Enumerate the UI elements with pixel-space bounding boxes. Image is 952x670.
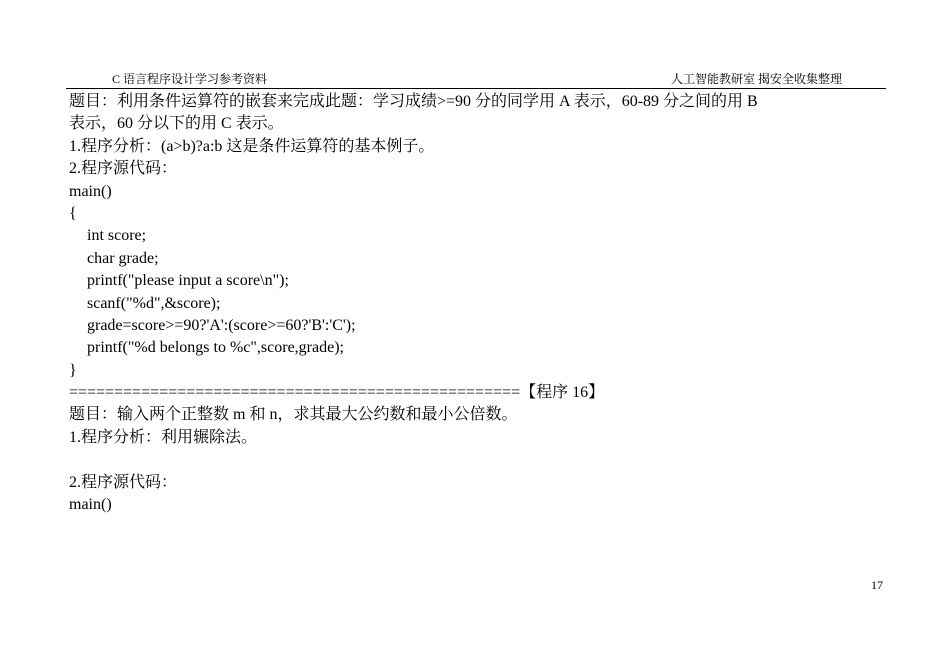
code-line: main() (69, 496, 112, 514)
problem-statement-line-2: 表示，60 分以下的用 C 表示。 (69, 115, 284, 133)
page-header (66, 70, 886, 89)
code-line: char grade; (87, 249, 159, 267)
page-number: 17 (871, 578, 883, 592)
source-code-heading: 2.程序源代码： (69, 473, 178, 491)
code-line: int score; (87, 227, 147, 245)
code-line: { (69, 204, 77, 222)
blank-line (69, 449, 891, 471)
code-line: printf("please input a score\n"); (87, 272, 289, 290)
problem-statement-line-1: 题目：利用条件运算符的嵌套来完成此题：学习成绩>=90 分的同学用 A 表示，60-89 分之间的用 B (69, 93, 758, 110)
header-title: C 语言程序设计学习参考资料 (112, 72, 268, 86)
program-analysis: 1.程序分析：(a>b)?a:b 这是条件运算符的基本例子。 (69, 137, 435, 155)
code-line: grade=score>=90?'A':(score>=60?'B':'C'); (87, 316, 356, 334)
section-separator: ==================================================【程序 16】 (69, 384, 605, 402)
code-line: scanf("%d",&score); (87, 294, 221, 312)
code-line: } (69, 361, 77, 379)
program-analysis: 1.程序分析：利用辗除法。 (69, 428, 258, 446)
document-body (69, 91, 891, 516)
source-code-heading: 2.程序源代码： (69, 160, 178, 178)
code-line: printf("%d belongs to %c",score,grade); (87, 339, 344, 357)
code-line: main() (69, 182, 112, 200)
problem-statement: 题目：输入两个正整数 m 和 n，求其最大公约数和最小公倍数。 (69, 406, 518, 424)
header-credit: 人工智能教研室 揭安全收集整理 (670, 72, 842, 86)
